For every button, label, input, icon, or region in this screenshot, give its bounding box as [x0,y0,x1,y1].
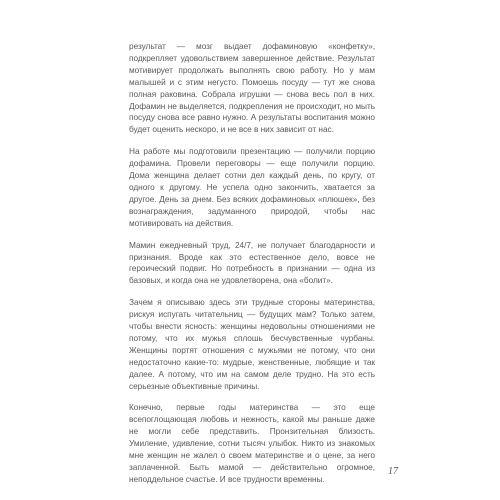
paragraph-5: Конечно, первые годы материнства — это еще всепоглощающая любовь и нежность, какой мы раньше даже не могли себе представить. Пронзительная близость. Умиление, удивление, сотни тысяч улыбок. Никто из знакомых мне женщин не жалел о своем материнстве и о цене, за него заплаченной. Быть мамой — действительно огромное, неподдельное счастье. И все трудности временны. [129,402,375,484]
paragraph-3: Мамин ежедневный труд, 24/7, не получает благодарности и признания. Вроде как это естественное дело, вовсе не героический подвиг. Но потребность в признании — одна из базовых, и когда она не удовлетворена, она «болит». [129,239,375,286]
paragraph-4: Зачем я описываю здесь эти трудные стороны материнства, рискуя испугать читательниц — будущих мам? Только затем, чтобы внести ясность: женщины недовольны отношениями не потому, что их мужья сплошь бесчувственные чурбаны. Женщины портят отношения с мужьями не потому, что они недостаточно какие-то: мудрые, женственные, любящие и так далее. А потому, что им на самом деле трудно. На это есть серьезные объективные причины. [129,297,375,391]
page-body [129,41,375,496]
paragraph-1: результат — мозг выдает дофаминовую «конфетку», подкрепляет удовольствием завершенное действие. Результат мотивирует продолжать выполнять свою работу. Но у мам малышей и с этим негусто. Помоешь посуду — тут же снова полная раковина. Собрала игрушки — снова весь пол в них. Дофамин не выделяется, подкрепления не происходит, но мыть посуду снова все равно нужно. А результаты воспитания можно будет оценить нескоро, и не все в них зависит от нас. [129,41,375,135]
paragraph-2: На работе мы подготовили презентацию — получили порцию дофамина. Провели переговоры — еще получили порцию. Дома женщина делает сотни дел каждый день, по кругу, от одного к другому. Не успела одно закончить, хватается за другое. День за днем. Без всяких дофаминовых «плюшек», без вознаграждения, задуманного природой, чтобы нас мотивировать на действия. [129,146,375,228]
page-number: 17 [388,466,398,477]
